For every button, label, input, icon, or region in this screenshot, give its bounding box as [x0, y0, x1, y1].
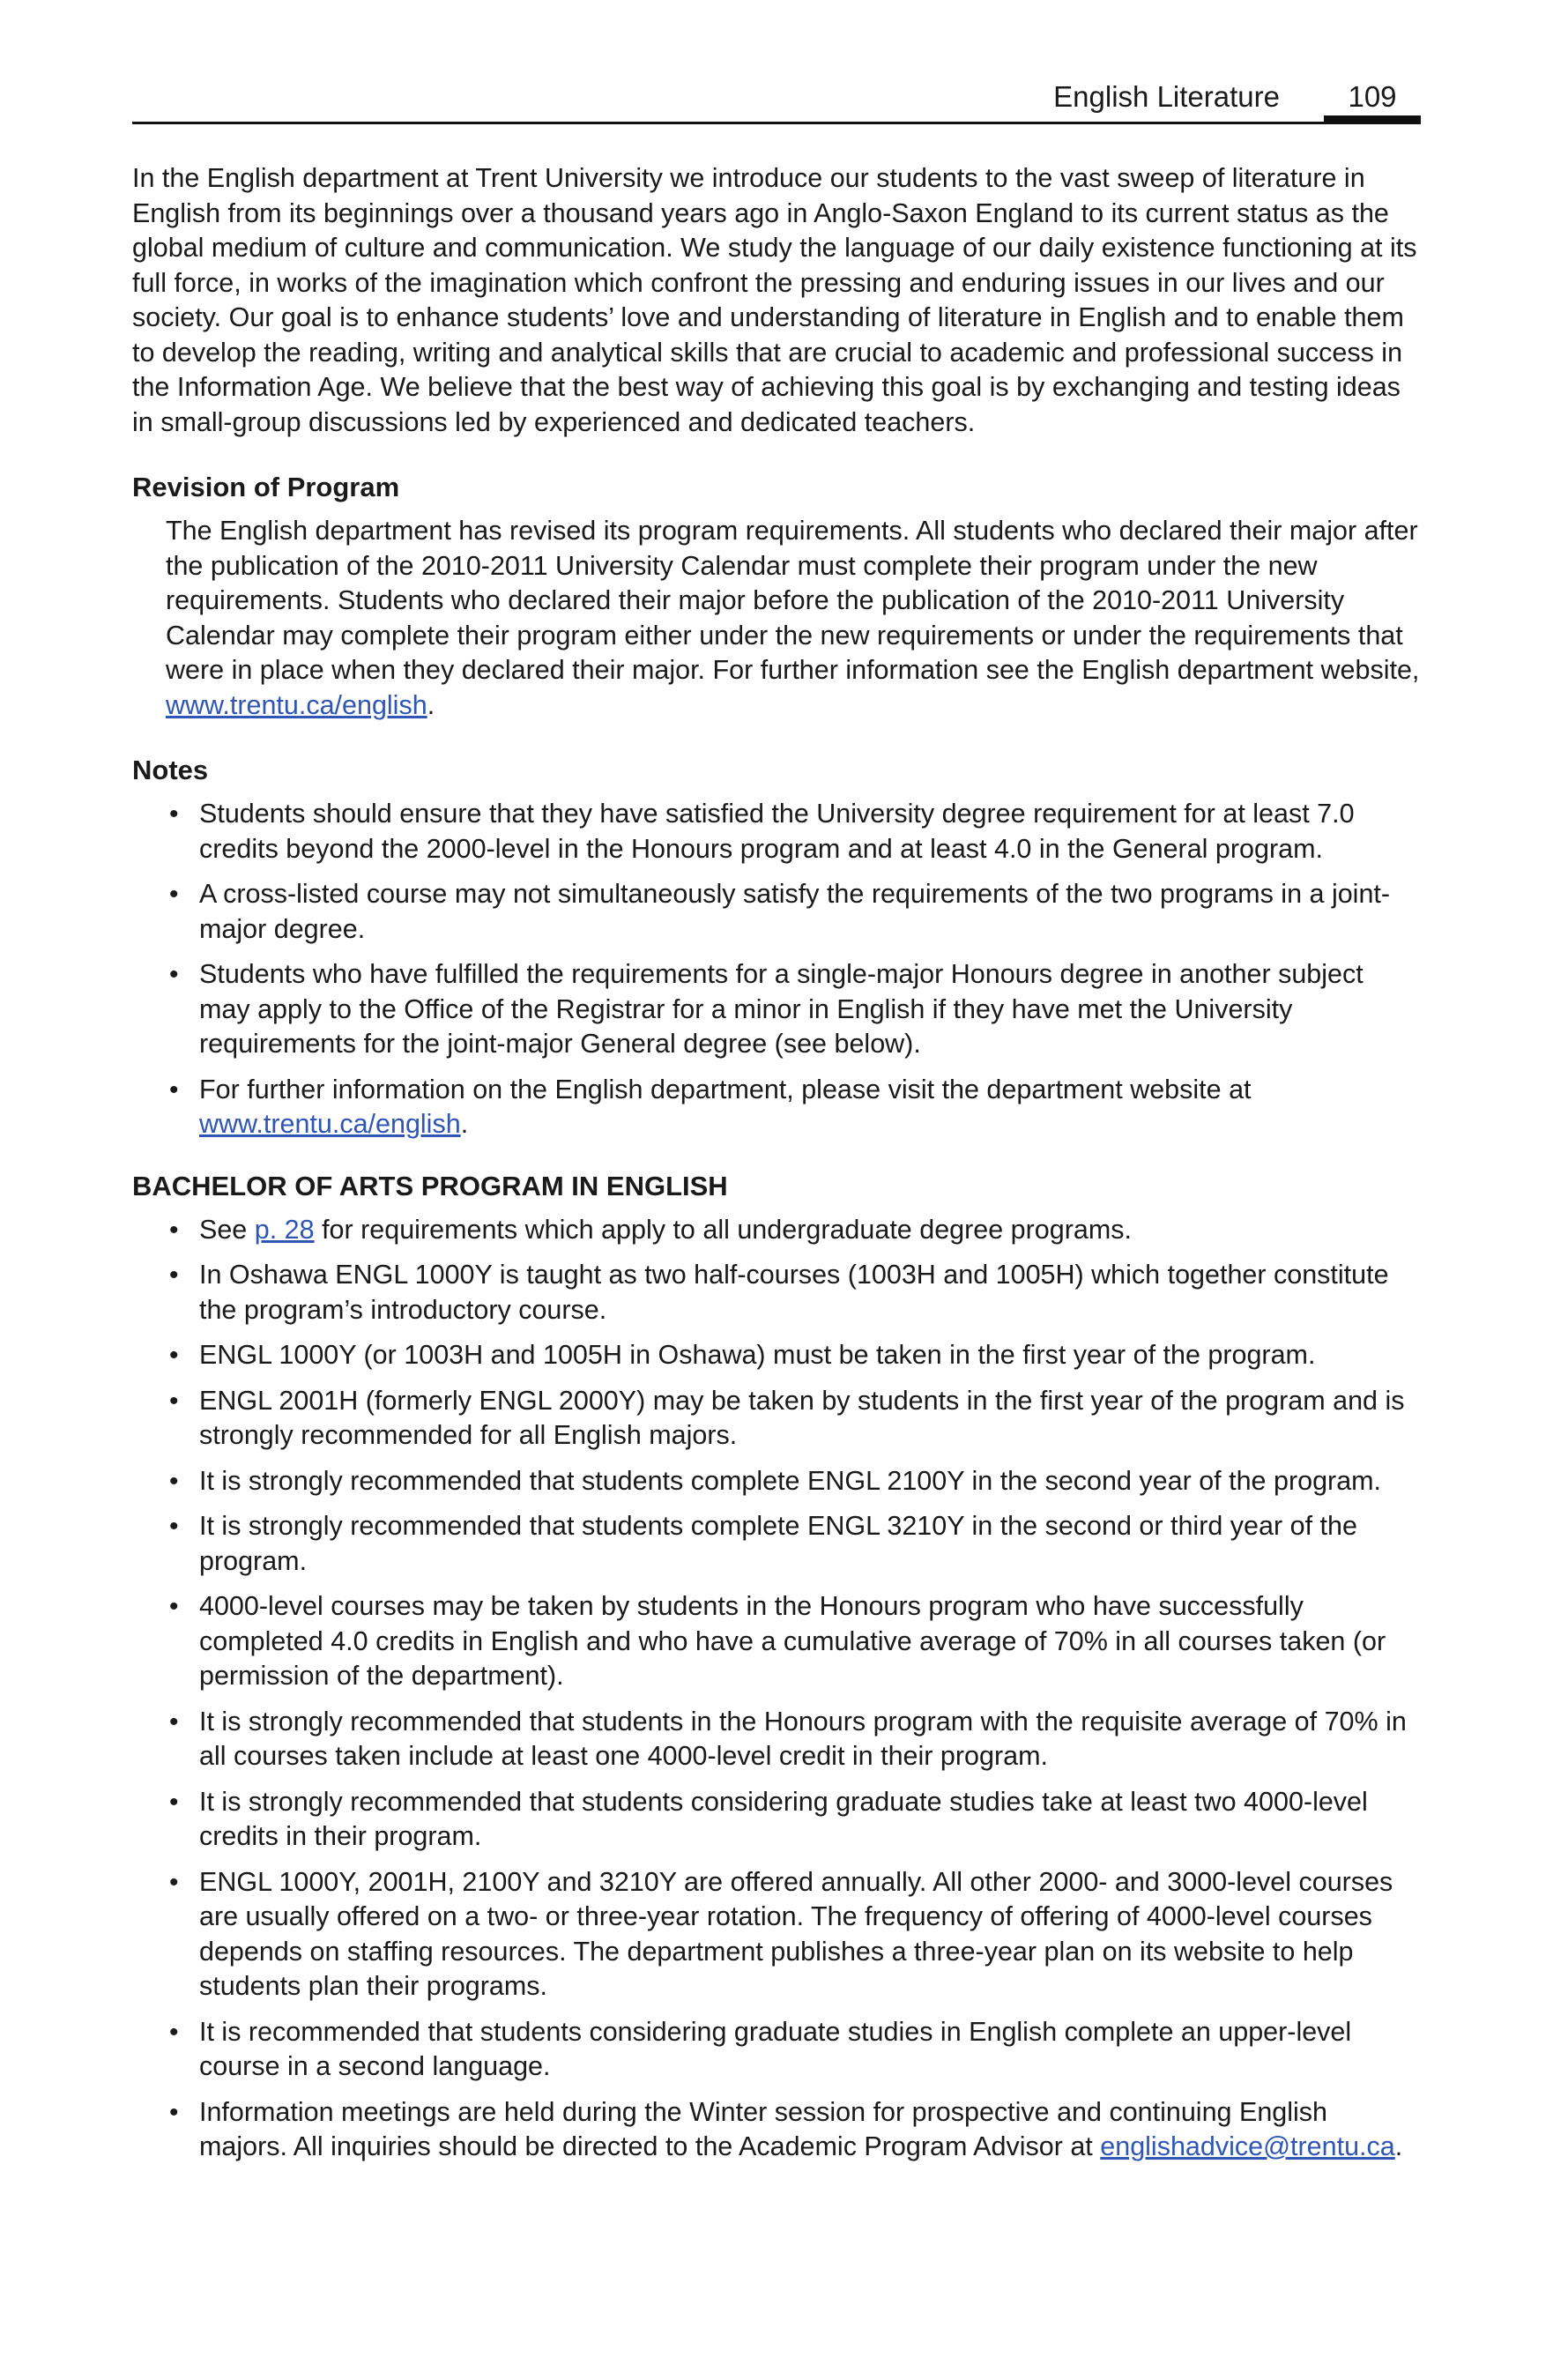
list-item: [132, 1073, 1421, 1142]
list-item-text: Information meetings are held during the Winter session for prospective and continuing English majors. All inquiries should be directed to the Academic Program Advisor at: [199, 2096, 1328, 2161]
list-item: [132, 2015, 1421, 2085]
revision-heading: Revision of Program: [132, 472, 400, 502]
bullet-icon: •: [169, 880, 179, 909]
list-item-text: It is strongly recommended that students considering graduate studies take at least two 4000-level credits in their program.: [199, 1786, 1368, 1851]
list-item: [132, 1464, 1421, 1499]
page-content: [132, 161, 1421, 2191]
list-item: [132, 797, 1421, 866]
list-item: [132, 1705, 1421, 1774]
ba-program-list: [132, 1213, 1421, 2165]
intro-paragraph: In the English department at Trent University we introduce our students to the vast sweep of literature in English from its beginnings over a thousand years ago in Anglo-Saxon England to its current status as the global medium of culture and communication. We study the language of our daily existence functioning at its full force, in works of the imagination which confront the pressing and enduring issues in our lives and our society. Our goal is to enhance students’ love and understanding of literature in English and to enable them to develop the reading, writing and analytical skills that are crucial to academic and professional success in the Information Age. We believe that the best way of achieving this goal is by exchanging and testing ideas in small-group discussions led by experienced and dedicated teachers.: [132, 163, 1417, 437]
bullet-icon: •: [169, 2097, 179, 2127]
bullet-icon: •: [169, 1215, 179, 1245]
list-item-text: ENGL 1000Y, 2001H, 2100Y and 3210Y are offered annually. All other 2000- and 3000-level courses are usually offered on a two- or three-year rotation. The frequency of offering of 4000-level courses depends on staffing resources. The department publishes a three-year plan on its website to help students plan their programs.: [199, 1866, 1393, 2001]
list-item: [132, 1258, 1421, 1328]
notes-heading: Notes: [132, 755, 209, 785]
list-item-text: In Oshawa ENGL 1000Y is taught as two half-courses (1003H and 1005H) which together constitute the program’s introductory course.: [199, 1260, 1389, 1325]
list-item-text: A cross-listed course may not simultaneously satisfy the requirements of the two programs in a joint-major degree.: [199, 879, 1391, 944]
list-item-text: Students who have fulfilled the requirements for a single-major Honours degree in another subject may apply to the Office of the Registrar for a minor in English if they have met the University requirements for the joint-major General degree (see below).: [199, 959, 1364, 1059]
list-item-end: .: [1394, 2131, 1403, 2161]
list-item: [132, 1509, 1421, 1579]
bullet-icon: •: [169, 1075, 179, 1104]
list-item-text: For further information on the English department, please visit the department website at: [199, 1074, 1252, 1104]
ba-program-heading: BACHELOR OF ARTS PROGRAM IN ENGLISH: [132, 1170, 728, 1201]
list-item-suffix: for requirements which apply to all undergraduate degree programs.: [314, 1214, 1132, 1245]
english-website-link[interactable]: www.trentu.ca/english: [166, 689, 427, 720]
list-item: [132, 1213, 1421, 1248]
list-item: [132, 877, 1421, 947]
bullet-icon: •: [169, 2017, 179, 2047]
list-item-text: 4000-level courses may be taken by students in the Honours program who have successfully completed 4.0 credits in English and who have a cumulative average of 70% in all courses taken (or permission of the department).: [199, 1591, 1386, 1691]
bullet-icon: •: [169, 1787, 179, 1817]
list-item-text: ENGL 2001H (formerly ENGL 2000Y) may be taken by students in the first year of the program and is strongly recommended for all English majors.: [199, 1385, 1405, 1450]
list-item-text: It is strongly recommended that students complete ENGL 3210Y in the second or third year of the program.: [199, 1511, 1357, 1576]
bullet-icon: •: [169, 1707, 179, 1737]
list-item-text: It is strongly recommended that students in the Honours program with the requisite average of 70% in all courses taken include at least one 4000-level credit in their program.: [199, 1706, 1407, 1771]
page-reference-link[interactable]: p. 28: [254, 1214, 315, 1245]
bullet-icon: •: [169, 1261, 179, 1290]
bullet-icon: •: [169, 800, 179, 829]
bullet-icon: •: [169, 1341, 179, 1370]
revision-end: .: [427, 689, 435, 720]
bullet-icon: •: [169, 960, 179, 989]
bullet-icon: •: [169, 1592, 179, 1621]
list-item-text: Students should ensure that they have satisfied the University degree requirement for at least 7.0 credits beyond the 2000-level in the Honours program and at least 4.0 in the General program.: [199, 799, 1355, 864]
section-title: English Literature: [1053, 80, 1280, 113]
page-number: 109: [1324, 76, 1421, 122]
list-item: [132, 1785, 1421, 1855]
list-item-end: .: [460, 1109, 469, 1139]
notes-list: [132, 797, 1421, 1142]
english-website-link[interactable]: www.trentu.ca/english: [199, 1109, 461, 1139]
advisor-email-link[interactable]: englishadvice@trentu.ca: [1100, 2131, 1395, 2161]
bullet-icon: •: [169, 1386, 179, 1416]
list-item-text: It is recommended that students considering graduate studies in English complete an upper-level course in a second language.: [199, 2016, 1352, 2081]
list-item: [132, 957, 1421, 1062]
list-item: [132, 2095, 1421, 2165]
revision-paragraph: [132, 514, 1421, 723]
running-header: [132, 76, 1421, 124]
list-item: [132, 1865, 1421, 2004]
bullet-icon: •: [169, 1512, 179, 1541]
bullet-icon: •: [169, 1867, 179, 1897]
list-item: [132, 1338, 1421, 1373]
list-item-prefix: See: [199, 1214, 255, 1245]
revision-text: The English department has revised its program requirements. All students who declared their major after the publication of the 2010-2011 University Calendar must complete their program under the new requirements. Students who declared their major before the publication of the 2010-2011 University Calendar may complete their program either under the new requirements or under the requirements that were in place when they declared their major. For further information see the English department website,: [166, 516, 1420, 685]
list-item-text: It is strongly recommended that students complete ENGL 2100Y in the second year of the program.: [199, 1465, 1382, 1496]
list-item-text: ENGL 1000Y (or 1003H and 1005H in Oshawa) must be taken in the first year of the program.: [199, 1340, 1316, 1370]
list-item: [132, 1589, 1421, 1694]
bullet-icon: •: [169, 1466, 179, 1496]
list-item: [132, 1384, 1421, 1454]
